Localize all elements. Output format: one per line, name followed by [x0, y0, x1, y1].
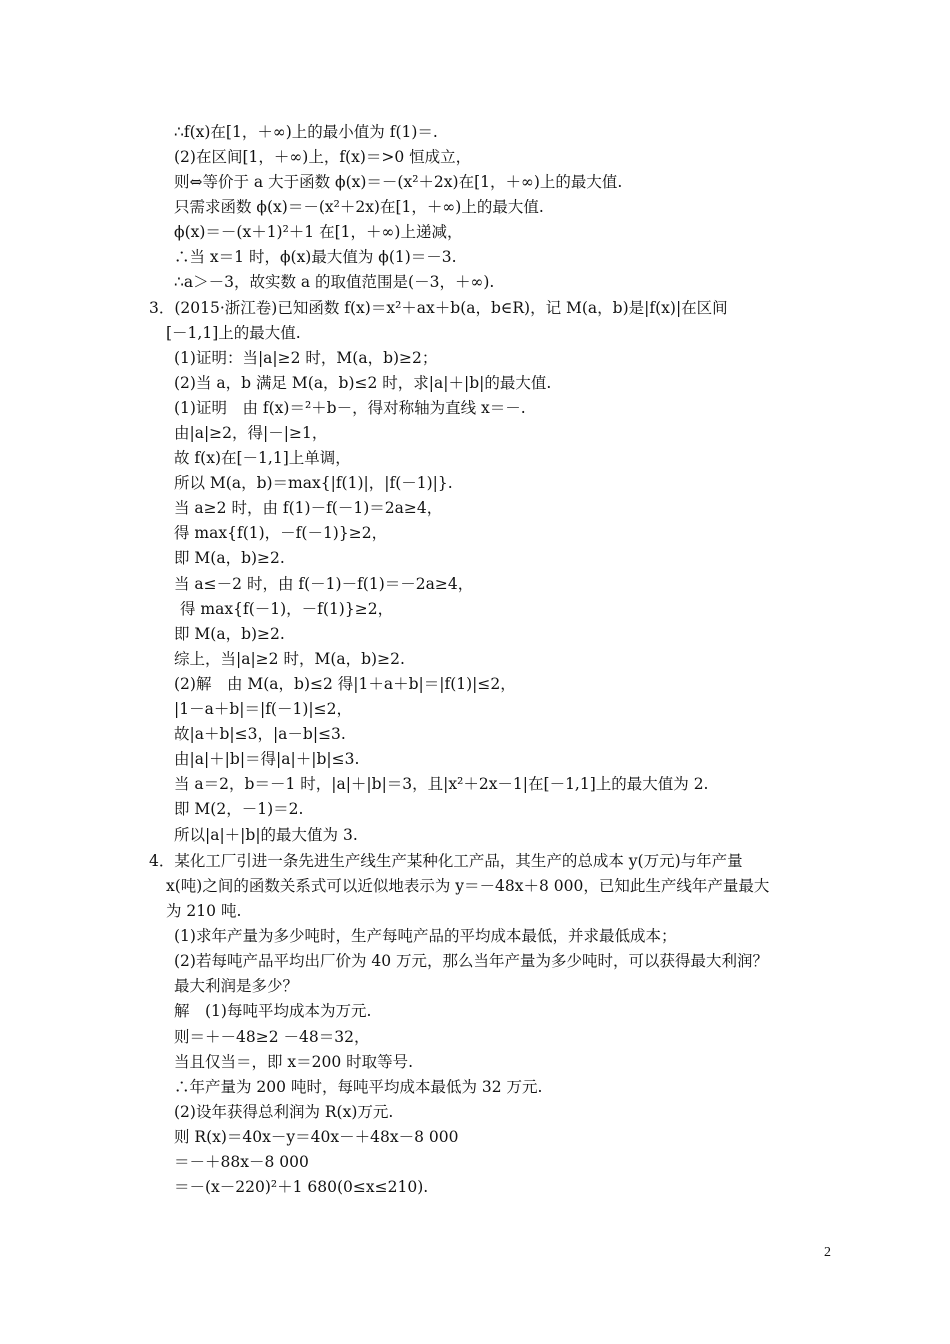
- text-line: 当 a＝2，b＝－1 时，|a|＋|b|＝3，且|x²＋2x－1|在[－1,1]上的最大值为 2.: [174, 775, 709, 793]
- text-line: ∴a＞－3，故实数 a 的取值范围是(－3，＋∞).: [174, 273, 495, 291]
- text-line: (2)设年获得总利润为 R(x)万元.: [174, 1103, 394, 1121]
- text-line: 由|a|≥2，得|－|≥1，: [174, 424, 328, 442]
- text-line: 故|a＋b|≤3，|a－b|≤3.: [174, 725, 346, 743]
- problem-3-heading: 3．(2015·浙江卷)已知函数 f(x)＝x²＋ax＋b(a，b∈R)，记 M(a，b)是|f(x)|在区间: [149, 299, 728, 317]
- text-line: 得 max{f(1)，－f(－1)}≥2，: [174, 524, 388, 542]
- text-line: 只需求函数 ϕ(x)＝－(x²＋2x)在[1，＋∞)上的最大值.: [174, 198, 544, 216]
- text-line: 为 210 吨.: [166, 902, 242, 920]
- text-line: (1)证明：当|a|≥2 时，M(a，b)≥2；: [174, 349, 438, 367]
- text-line: 即 M(a，b)≥2.: [174, 549, 285, 567]
- text-line: 由|a|＋|b|＝得|a|＋|b|≤3.: [174, 750, 360, 768]
- text-line: |1－a＋b|＝|f(－1)|≤2，: [174, 700, 352, 718]
- text-line: ϕ(x)＝－(x＋1)²＋1 在[1，＋∞)上递减，: [174, 223, 463, 241]
- text-line: ＝－(x－220)²＋1 680(0≤x≤210).: [174, 1178, 429, 1196]
- text-line: 最大利润是多少？: [174, 977, 299, 995]
- text-line: (2)解 由 M(a，b)≤2 得|1＋a＋b|＝|f(1)|≤2，: [174, 675, 516, 693]
- text-line: x(吨)之间的函数关系式可以近似地表示为 y＝－48x＋8 000，已知此生产线年产量最大: [166, 877, 770, 895]
- text-line: 故 f(x)在[－1,1]上单调，: [174, 449, 351, 467]
- text-line: 得 max{f(－1)，－f(1)}≥2，: [180, 600, 394, 618]
- text-line: 当 a≤－2 时，由 f(－1)－f(1)＝－2a≥4，: [174, 575, 474, 593]
- text-line: (1)证明 由 f(x)＝²＋b－，得对称轴为直线 x＝－.: [174, 399, 526, 417]
- page-number: 2: [824, 1245, 831, 1260]
- text-line: 综上，当|a|≥2 时，M(a，b)≥2.: [174, 650, 405, 668]
- text-line: (2)若每吨产品平均出厂价为 40 万元，那么当年产量为多少吨时，可以获得最大利润？: [174, 952, 769, 970]
- text-line: 则 R(x)＝40x－y＝40x－＋48x－8 000: [174, 1128, 459, 1146]
- text-line: ∴f(x)在[1，＋∞)上的最小值为 f(1)＝.: [174, 123, 438, 141]
- text-line: 则＝＋－48≥2 －48＝32，: [174, 1028, 370, 1046]
- text-line: [－1,1]上的最大值.: [166, 324, 301, 342]
- text-line: 解 (1)每吨平均成本为万元.: [174, 1002, 372, 1020]
- text-line: ＝－＋88x－8 000: [174, 1153, 309, 1171]
- text-line: (2)在区间[1，＋∞)上，f(x)＝>0 恒成立，: [174, 148, 472, 166]
- text-line: (2)当 a，b 满足 M(a，b)≤2 时，求|a|＋|b|的最大值.: [174, 374, 552, 392]
- text-line: 所以|a|＋|b|的最大值为 3.: [174, 826, 358, 844]
- problem-4-heading: 4．某化工厂引进一条先进生产线生产某种化工产品，其生产的总成本 y(万元)与年产量: [149, 852, 743, 870]
- text-line: 即 M(a，b)≥2.: [174, 625, 285, 643]
- text-line: (1)求年产量为多少吨时，生产每吨产品的平均成本最低，并求最低成本；: [174, 927, 677, 945]
- text-line: ∴年产量为 200 吨时，每吨平均成本最低为 32 万元.: [174, 1078, 543, 1096]
- text-line: 则⇔等价于 a 大于函数 ϕ(x)＝－(x²＋2x)在[1，＋∞)上的最大值.: [174, 173, 623, 191]
- text-line: 即 M(2，－1)＝2.: [174, 800, 304, 818]
- text-line: 当 a≥2 时，由 f(1)－f(－1)＝2a≥4，: [174, 499, 443, 517]
- text-line: 所以 M(a，b)＝max{|f(1)|，|f(－1)|}.: [174, 474, 453, 492]
- text-line: ∴当 x＝1 时，ϕ(x)最大值为 ϕ(1)＝－3.: [174, 248, 457, 266]
- text-line: 当且仅当＝，即 x＝200 时取等号.: [174, 1053, 414, 1071]
